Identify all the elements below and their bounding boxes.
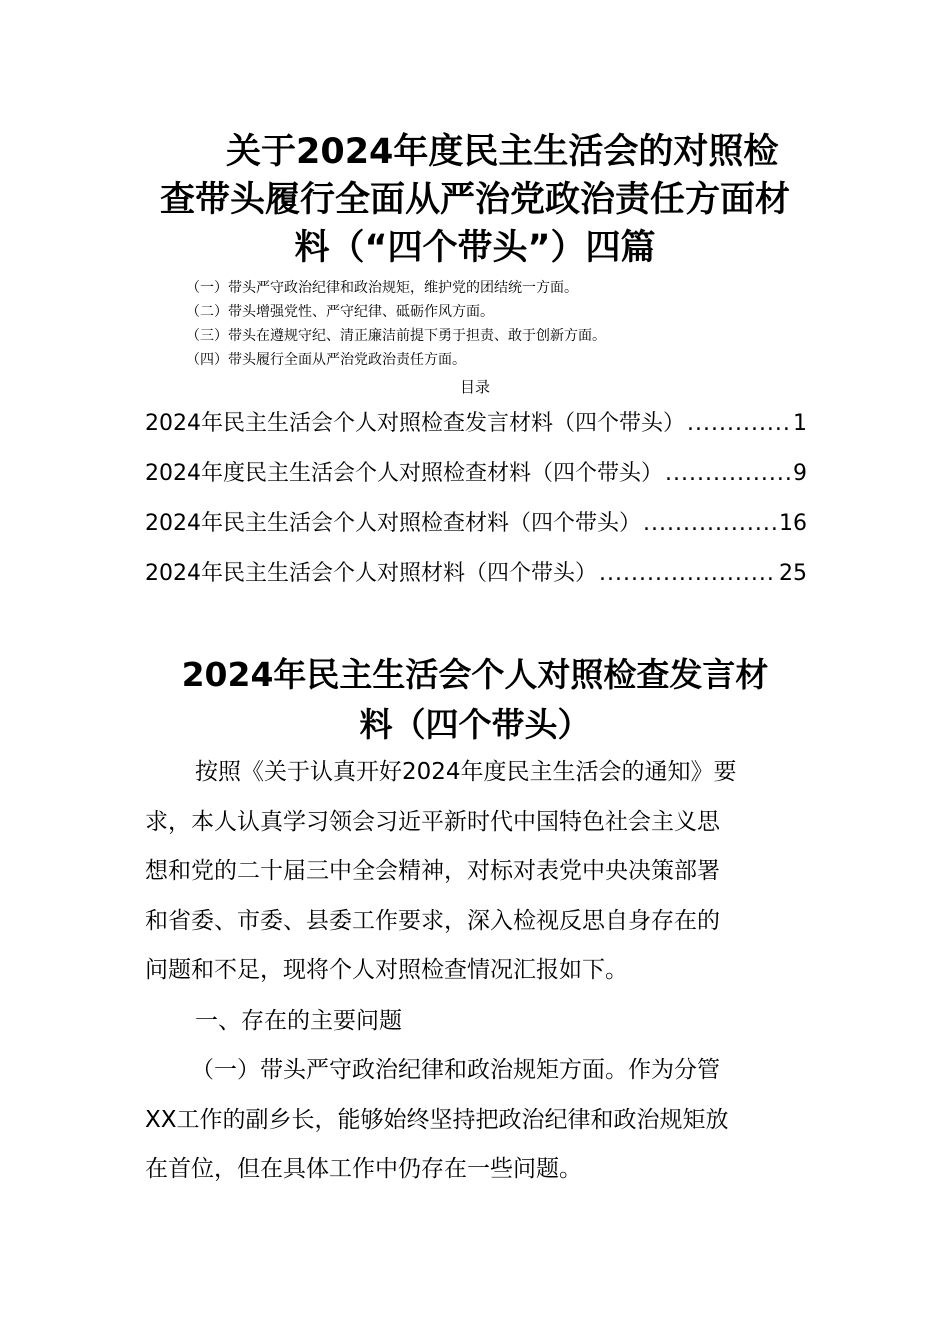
table-of-contents	[145, 404, 807, 604]
toc-leader-dots	[599, 554, 777, 594]
toc-entry[interactable]	[145, 554, 807, 604]
toc-entry-title: 2024年民主生活会个人对照检查发言材料（四个带头）	[145, 411, 685, 436]
paragraph-line: 问题和不足，现将个人对照检查情况汇报如下。	[145, 957, 628, 983]
paragraph-line: 和省委、市委、县委工作要求，深入检视反思自身存在的	[145, 907, 720, 934]
document-title-line: 查带头履行全面从严治党政治责任方面材	[159, 180, 790, 220]
toc-entry-page: 1	[793, 411, 807, 436]
toc-entry-page: 16	[779, 511, 807, 536]
toc-entry[interactable]	[145, 454, 807, 504]
toc-entry-page: 25	[779, 561, 807, 586]
section-heading: 一、存在的主要问题	[195, 1008, 402, 1034]
summary-item: （四）带头履行全面从严治党政治责任方面。	[186, 352, 466, 368]
document-title-line: 关于2024年度民主生活会的对照检	[226, 132, 779, 172]
toc-entry-page: 9	[793, 461, 807, 486]
summary-item: （二）带头增强党性、严守纪律、砥砺作风方面。	[186, 304, 494, 320]
summary-item: （一）带头严守政治纪律和政治规矩，维护党的团结统一方面。	[186, 280, 578, 296]
toc-leader-dots	[643, 504, 777, 544]
body-paragraph	[145, 1046, 809, 1195]
section-title-line: 2024年民主生活会个人对照检查发言材	[181, 655, 769, 694]
paragraph-line: 在首位，但在具体工作中仍存在一些问题。	[145, 1156, 582, 1182]
toc-entry-title: 2024年度民主生活会个人对照检查材料（四个带头）	[145, 461, 663, 486]
document-title-line: 料（“四个带头”）四篇	[294, 228, 656, 268]
toc-leader-dots	[687, 404, 791, 444]
toc-entry-title: 2024年民主生活会个人对照材料（四个带头）	[145, 561, 597, 586]
summary-list	[186, 276, 606, 372]
toc-entry-title: 2024年民主生活会个人对照检查材料（四个带头）	[145, 511, 641, 536]
body-paragraph	[145, 748, 809, 996]
section-title-line: 料（四个带头）	[359, 705, 591, 744]
toc-entry[interactable]	[145, 404, 807, 454]
toc-entry[interactable]	[145, 504, 807, 554]
document-title	[150, 128, 800, 272]
paragraph-line: XX工作的副乡长，能够始终坚持把政治纪律和政治规矩放	[145, 1106, 729, 1133]
paragraph-line: 求，本人认真学习领会习近平新时代中国特色社会主义思	[145, 808, 720, 835]
paragraph-line: 按照《关于认真开好2024年度民主生活会的通知》要	[195, 759, 737, 785]
section-title	[140, 650, 810, 750]
paragraph-line: （一）带头严守政治纪律和政治规矩方面。作为分管	[191, 1057, 720, 1083]
toc-leader-dots	[665, 454, 791, 494]
paragraph-line: 想和党的二十届三中全会精神，对标对表党中央决策部署	[145, 858, 720, 884]
summary-item: （三）带头在遵规守纪、清正廉洁前提下勇于担责、敢于创新方面。	[186, 328, 606, 344]
toc-heading: 目录	[459, 378, 490, 396]
